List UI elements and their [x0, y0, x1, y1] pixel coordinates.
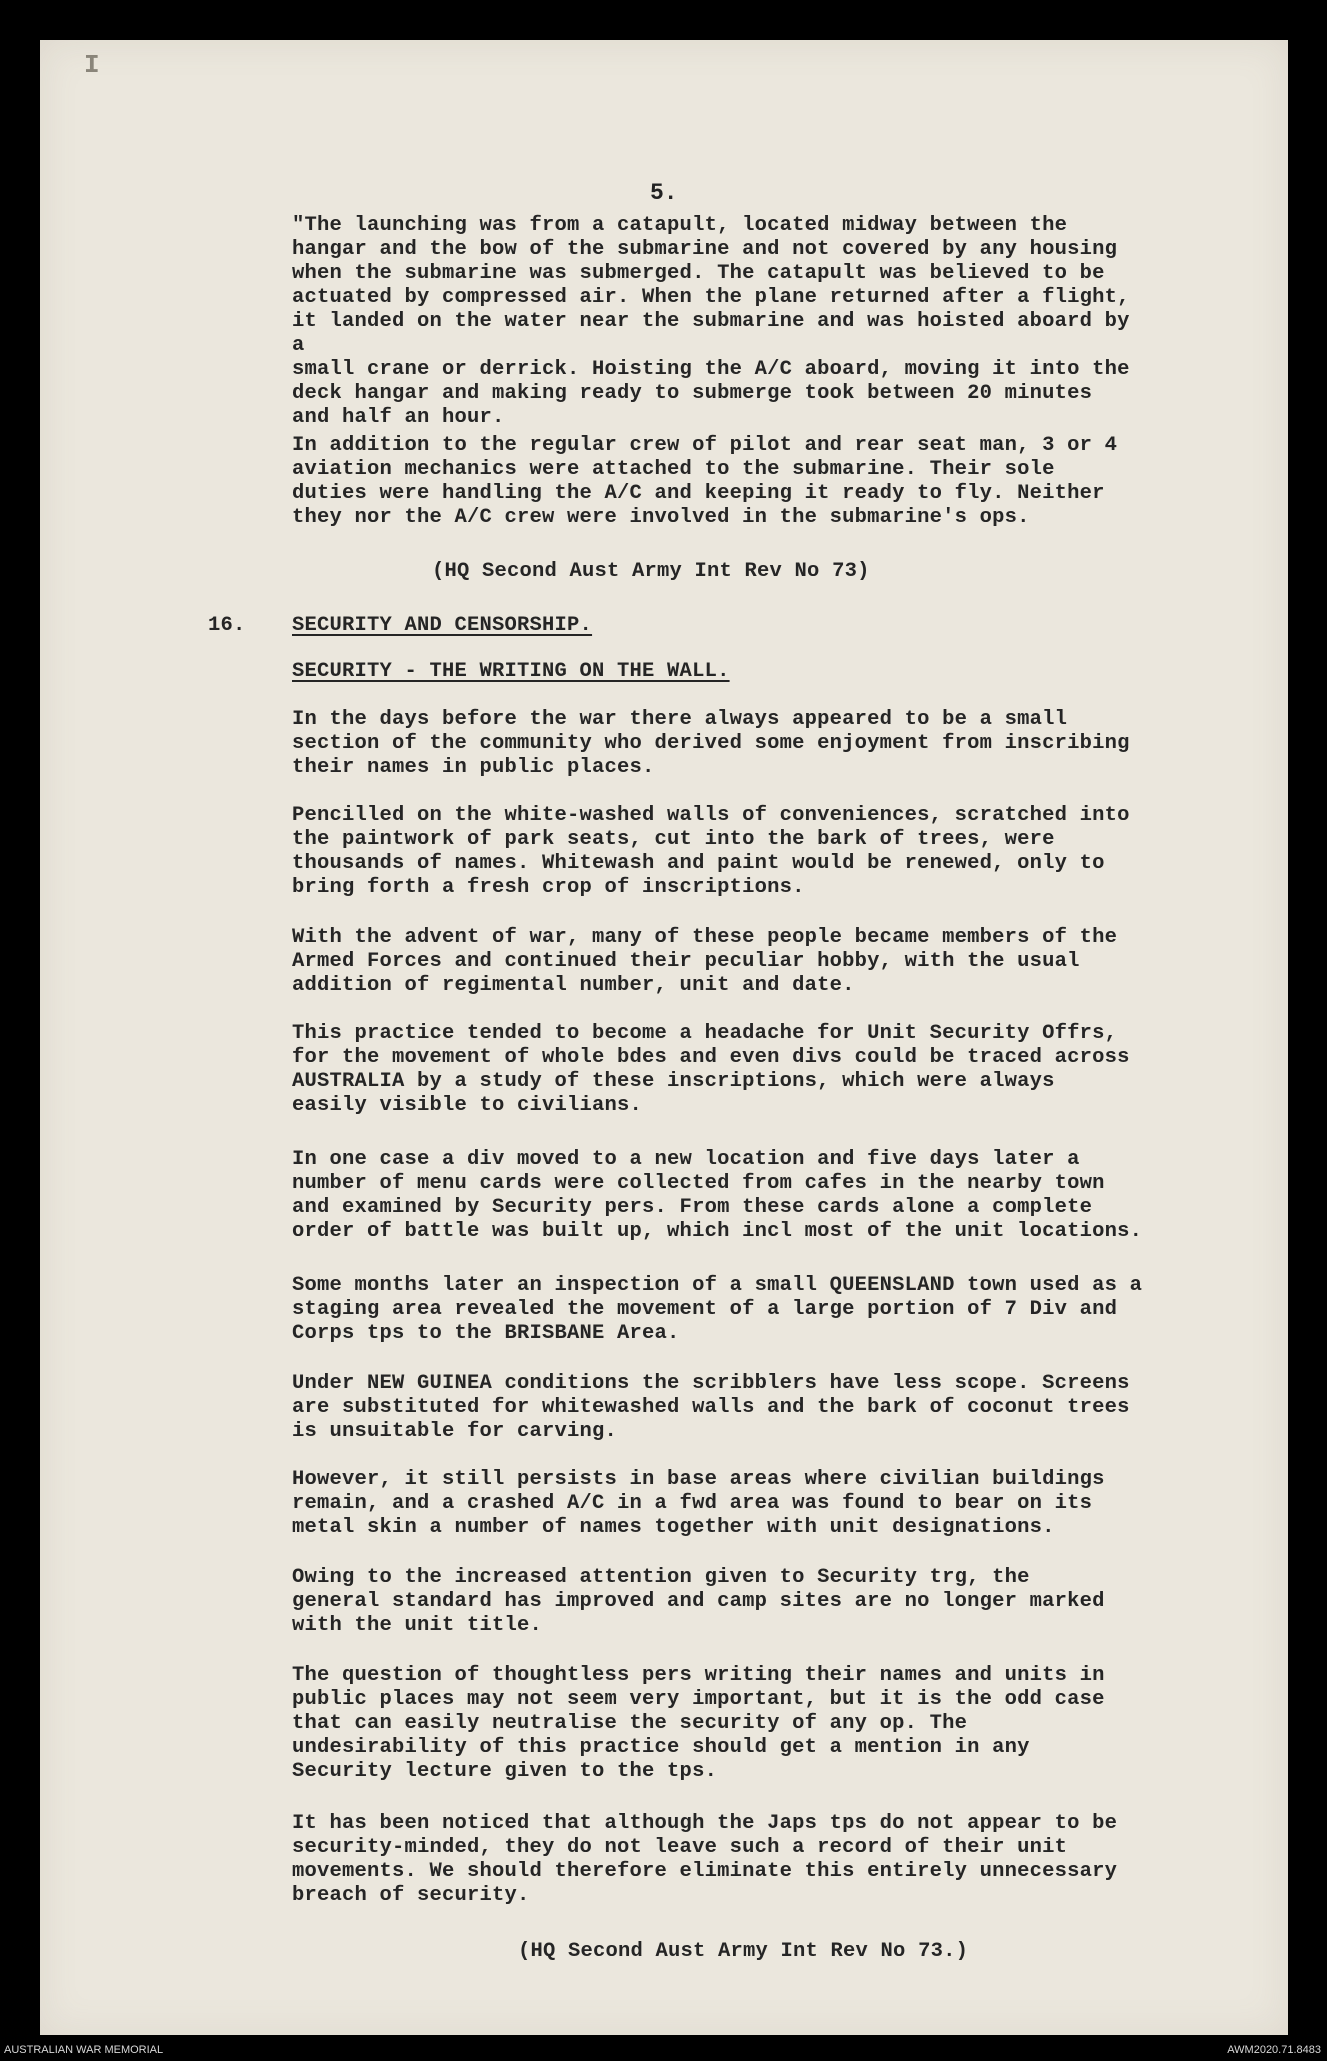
paragraph-before-war: In the days before the war there always appeared to be a small section of the community who derived some enjoyment from inscribing their names in public places. — [292, 708, 1130, 779]
paragraph-advent-of-war: With the advent of war, many of these people became members of the Armed Forces and continued their peculiar hobby, with the usual addition of regimental number, unit and date. — [292, 926, 1118, 997]
paragraph-crew: In addition to the regular crew of pilot and rear seat man, 3 or 4 aviation mechanics were attached to the submarine. Their sole duties were handling the A/C and keeping it ready to fly. Neither they nor the A/C crew were involved in the submarine's ops. — [292, 434, 1118, 529]
corner-pencil-mark: I — [84, 50, 100, 80]
paragraph-japs: It has been noticed that although the Japs tps do not appear to be security-minded, they do not leave such a record of their unit movements. We should therefore eliminate this entirely unnecessary breach of security. — [292, 1812, 1118, 1907]
paragraph-security-trg: Owing to the increased attention given to Security trg, the general standard has improved and camp sites are no longer marked with the unit title. — [292, 1566, 1105, 1637]
footer-accession-number: AWM2020.71.8483 — [1227, 2044, 1321, 2056]
paragraph-headache: This practice tended to become a headache for Unit Security Offrs, for the movement of whole bdes and even divs could be traced across AUSTRALIA by a study of these inscriptions, which were always easily visible to civilians. — [292, 1022, 1130, 1117]
page-number: 5. — [650, 180, 678, 206]
paragraph-menu-cards: In one case a div moved to a new location and five days later a number of menu cards were collected from cafes in the nearby town and examined by Security pers. From these cards alone a complete order of battle was built up, which incl most of the unit locations. — [292, 1148, 1143, 1243]
paragraph-base-areas: However, it still persists in base areas where civilian buildings remain, and a crashed A/C in a fwd area was found to bear on its metal skin a number of names together with unit designations. — [292, 1468, 1105, 1539]
source-citation-1: (HQ Second Aust Army Int Rev No 73) — [432, 560, 870, 583]
paragraph-launching: "The launching was from a catapult, located midway between the hangar and the bow of the submarine and not covered by any housing when the submarine was submerged. The catapult was believed to be actuated by compressed air. When the plane returned after a flight, it landed on the water near the submarine and was hoisted aboard by a small crane or derrick. Hoisting the A/C aboard, moving it into the deck hangar and making ready to submerge took between 20 minutes and half an hour. — [292, 214, 1130, 429]
source-citation-2: (HQ Second Aust Army Int Rev No 73.) — [518, 1940, 969, 1963]
paragraph-queensland: Some months later an inspection of a small QUEENSLAND town used as a staging area revealed the movement of a large portion of 7 Div and Corps tps to the BRISBANE Area. — [292, 1274, 1143, 1345]
paragraph-new-guinea: Under NEW GUINEA conditions the scribblers have less scope. Screens are substituted for whitewashed walls and the bark of coconut trees is unsuitable for carving. — [292, 1372, 1130, 1443]
paragraph-pencilled: Pencilled on the white-washed walls of conveniences, scratched into the paintwork of park seats, cut into the bark of trees, were thousands of names. Whitewash and paint would be renewed, only to bring forth a fresh crop of inscriptions. — [292, 804, 1130, 899]
paragraph-thoughtless-pers: The question of thoughtless pers writing their names and units in public places may not seem very important, but it is the odd case that can easily neutralise the security of any op. The undesirability of this practice should get a mention in any Security lecture given to the tps. — [292, 1664, 1105, 1783]
footer-institution: AUSTRALIAN WAR MEMORIAL — [4, 2044, 164, 2056]
subsection-title: SECURITY - THE WRITING ON THE WALL. — [292, 660, 730, 683]
section-number: 16. — [208, 614, 246, 637]
section-title: SECURITY AND CENSORSHIP. — [292, 614, 593, 637]
